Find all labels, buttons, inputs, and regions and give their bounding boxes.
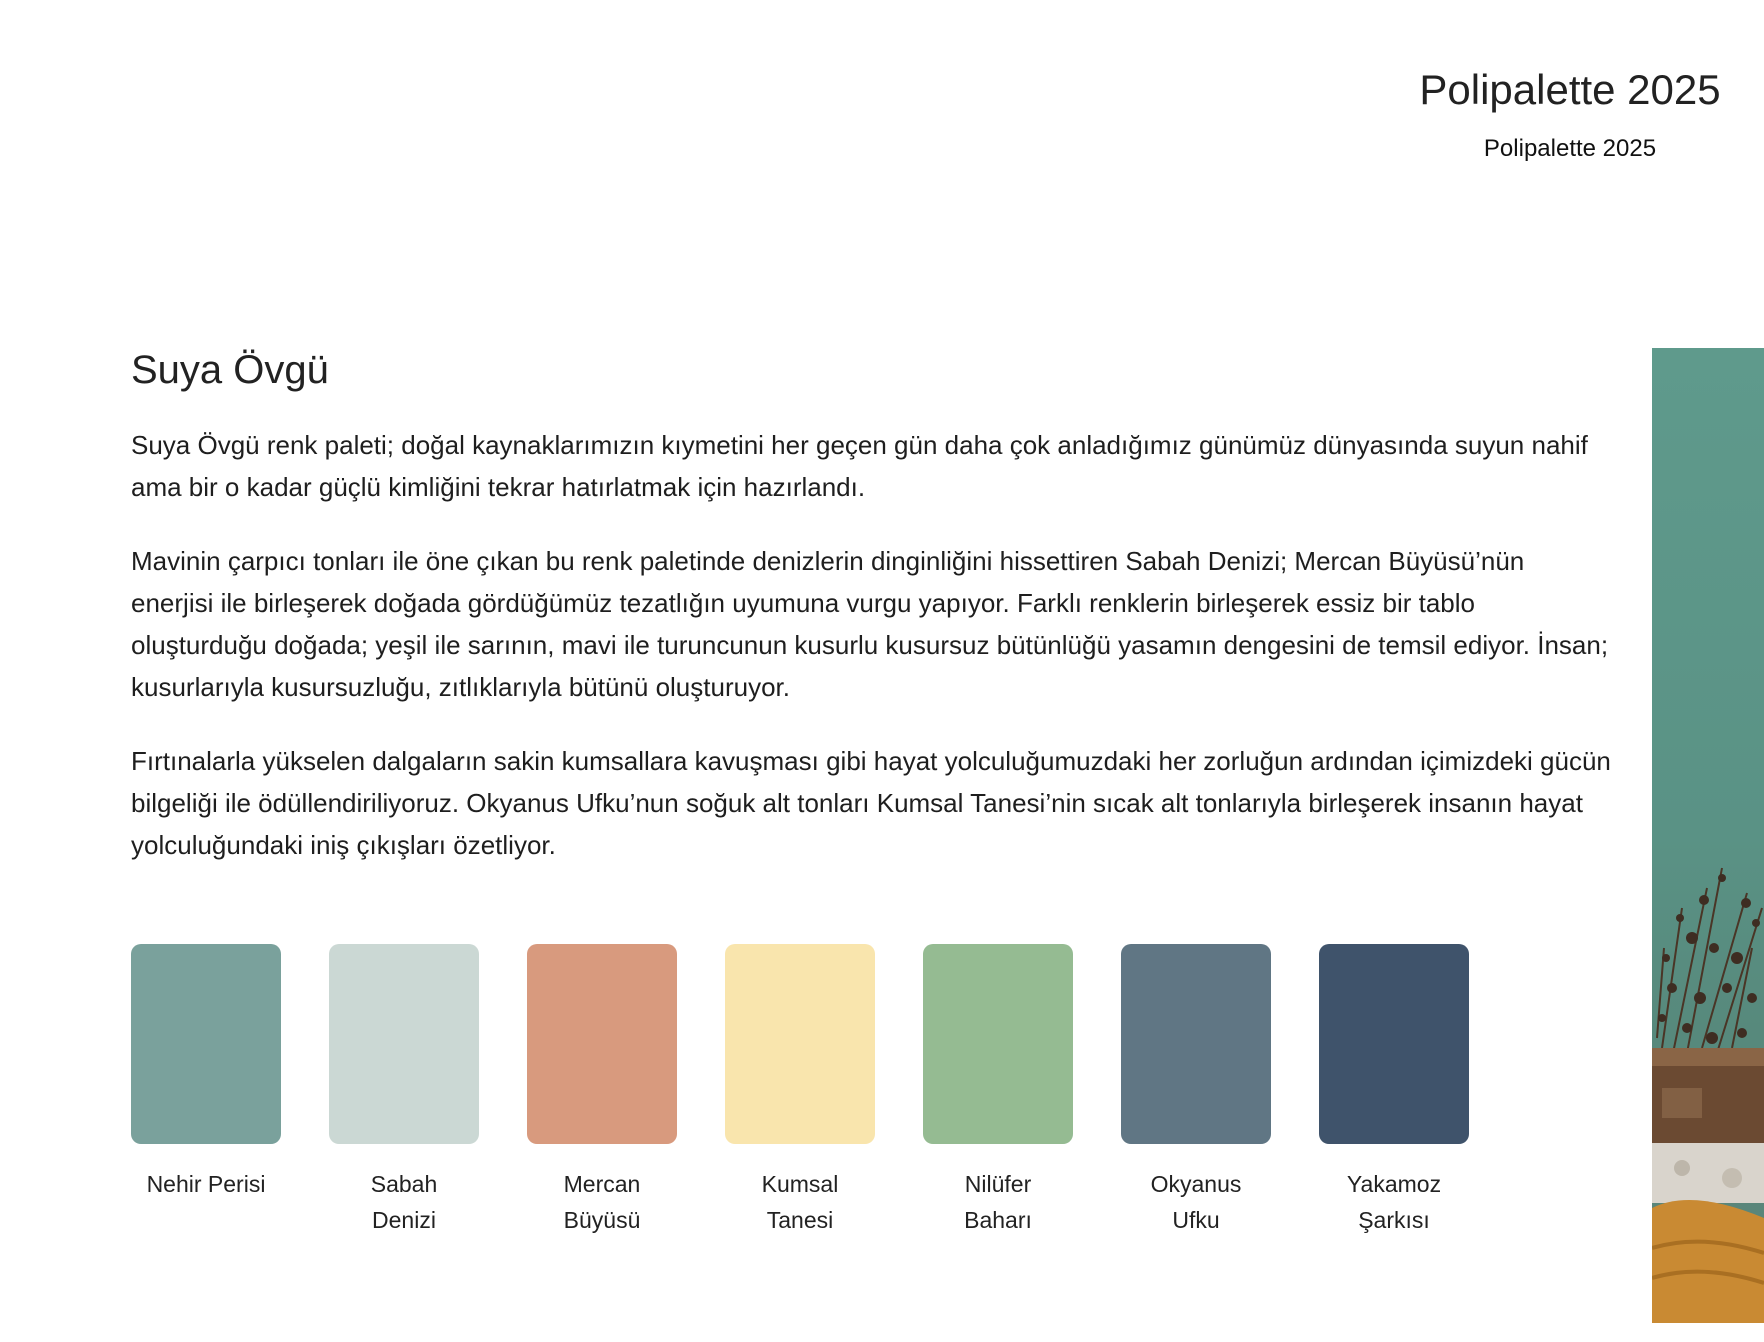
swatch-color-yakamoz-sarkisi[interactable] bbox=[1319, 944, 1469, 1144]
swatch-mercan-buyusu[interactable] bbox=[527, 944, 677, 1238]
swatch-sabah-denizi[interactable] bbox=[329, 944, 479, 1238]
palette-title: Suya Övgü bbox=[131, 348, 329, 392]
swatch-label-mercan-buyusu: Mercan Büyüsü bbox=[563, 1171, 641, 1233]
swatch-color-nilufer-bahari[interactable] bbox=[923, 944, 1073, 1144]
brand-title: Polipalette 2025 bbox=[1419, 66, 1721, 113]
swatch-okyanus-ufku[interactable] bbox=[1121, 944, 1271, 1238]
swatch-label-sabah-denizi: Sabah Denizi bbox=[370, 1171, 438, 1233]
paragraph-intro: Suya Övgü renk paleti; doğal kaynaklarımızın kıymetini her geçen gün daha çok anladığımız günümüz dünyasında suyun nahif ama bir o kadar güçlü kimliğini tekrar hatırlatmak için hazırlandı. bbox=[131, 430, 1588, 502]
paragraph-contrast: Mavinin çarpıcı tonları ile öne çıkan bu renk paletinde denizlerin dinginliğini hissettiren Sabah Denizi; Mercan Büyüsü’nün enerjisi ile birleşerek doğada gördüğümüz tezatlığın uyumuna vurgu yapıyor. Farklı renklerin birleşerek essiz bir tablo oluşturduğu doğada; yeşil ile sarının, mavi ile turuncunun kusurlu kusursuz bütünlüğü yasamın dengesini de temsil ediyor. İnsan; kusurlarıyla kusursuzluğu, zıtlıklarıyla bütünü oluşturuyor. bbox=[131, 546, 1609, 702]
swatch-label-nehir-perisi: Nehir Perisi bbox=[146, 1171, 266, 1197]
swatch-label-yakamoz-sarkisi: Yakamoz Şarkısı bbox=[1346, 1171, 1442, 1233]
swatch-label-kumsal-tanesi: Kumsal Tanesi bbox=[761, 1171, 839, 1233]
swatch-label-nilufer-bahari: Nilüfer Baharı bbox=[964, 1171, 1032, 1233]
swatch-label-okyanus-ufku: Okyanus Ufku bbox=[1150, 1171, 1242, 1233]
swatch-color-mercan-buyusu[interactable] bbox=[527, 944, 677, 1144]
interior-photo-icon bbox=[1652, 348, 1764, 1323]
swatch-yakamoz-sarkisi[interactable] bbox=[1319, 944, 1469, 1238]
swatch-nehir-perisi[interactable] bbox=[131, 944, 281, 1238]
swatch-color-nehir-perisi[interactable] bbox=[131, 944, 281, 1144]
swatch-color-kumsal-tanesi[interactable] bbox=[725, 944, 875, 1144]
color-swatches bbox=[131, 944, 1469, 1238]
brand-subtitle: Polipalette 2025 bbox=[1483, 135, 1657, 162]
swatch-nilufer-bahari[interactable] bbox=[923, 944, 1073, 1238]
header bbox=[1400, 64, 1740, 164]
palette-description bbox=[131, 342, 1611, 898]
paragraph-journey: Fırtınalarla yükselen dalgaların sakin kumsallara kavuşması gibi hayat yolculuğumuzdaki her zorluğun ardından içimizdeki gücün bilgeliği ile ödüllendiriliyoruz. Okyanus Ufku’nun soğuk alt tonları Kumsal Tanesi’nin sıcak alt tonlarıyla birleşerek insanın hayat yolculuğundaki iniş çıkışları özetliyor. bbox=[131, 746, 1611, 860]
interior-photo bbox=[1652, 348, 1764, 1323]
cloth-shape bbox=[1652, 1200, 1764, 1323]
swatch-color-sabah-denizi[interactable] bbox=[329, 944, 479, 1144]
swatch-color-okyanus-ufku[interactable] bbox=[1121, 944, 1271, 1144]
swatch-kumsal-tanesi[interactable] bbox=[725, 944, 875, 1238]
